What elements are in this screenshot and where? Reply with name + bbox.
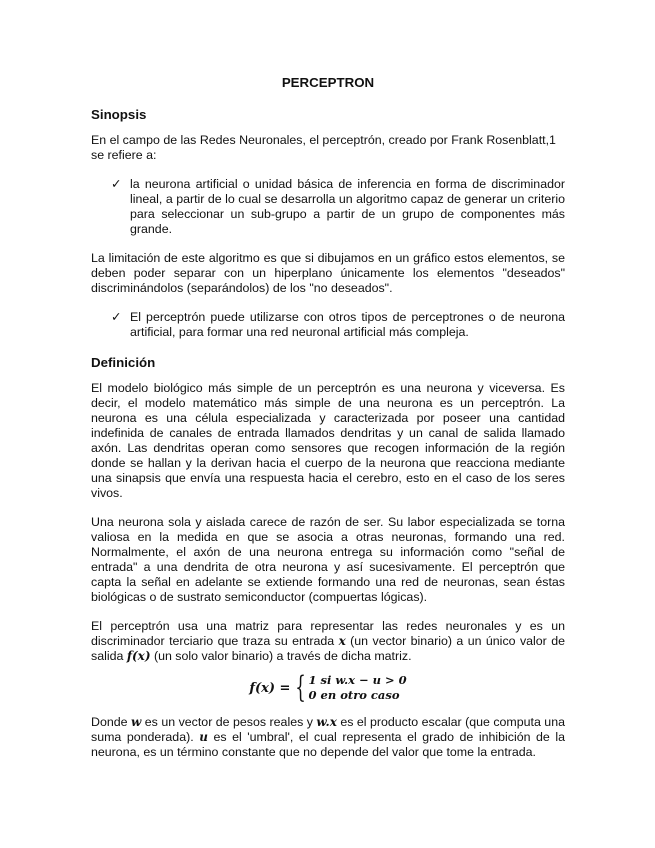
math-w: w (130, 715, 142, 729)
check-icon: ✓ (111, 177, 122, 191)
text-run: es el 'umbral', el cual representa el grado de inhibición de la neurona, es un término constante que no depende del valor que tome la entrada. (91, 730, 565, 759)
formula-brace: { (295, 670, 307, 705)
section-heading-definicion: Definición (91, 355, 156, 370)
text-run: Donde (91, 715, 131, 729)
perceptron-formula (91, 672, 565, 704)
formula-cases (309, 673, 407, 703)
math-fx: f(x) (126, 649, 151, 663)
math-wx: w.x (316, 715, 337, 729)
list-item (91, 177, 565, 237)
definition-paragraph-1: El modelo biológico más simple de un perceptrón es una neurona y viceversa. Es decir, el modelo matemático más simple de una neurona es un perceptrón. La neurona es una célula especializada y caracterizada por poseer una cantidad indefinida de canales de entrada llamados dendritas y un canal de salida llamado axón. Las dendritas operan como sensores que recogen información de la región donde se hallan y la derivan hacia el cuerpo de la neurona que reacciona mediante una sinapsis que envía una respuesta hacia el cerebro, esto en el caso de los seres vivos. (91, 381, 565, 500)
section-heading-sinopsis: Sinopsis (91, 107, 147, 122)
text-run: (un solo valor binario) a través de dicha matriz. (150, 649, 412, 663)
definition-paragraph-2: Una neurona sola y aislada carece de razón de ser. Su labor especializada se torna valiosa en la medida en que se asocia a otras neuronas, formando una red. Normalmente, el axón de una neurona entrega su información como "señal de entrada" a una dendrita de otra neurona y así sucesivamente. El perceptrón que capta la señal en adelante se extiende formando una red de neuronas, sean éstas biológicas o de sustrato semiconductor (compuertas lógicas). (91, 515, 565, 604)
text-run: es el producto escalar (que computa una suma ponderada). (91, 715, 565, 744)
text-run: El perceptrón usa una matriz para representar las redes neuronales y es un discriminador terciario que traza su entrada (91, 619, 565, 648)
bullet-text: El perceptrón puede utilizarse con otros tipos de perceptrones o de neurona artificial, para formar una red neuronal artificial más compleja. (130, 310, 565, 339)
math-u: u (199, 730, 208, 744)
text-run: (un vector binario) a un único valor de salida (91, 634, 565, 663)
math-x: x (338, 634, 346, 648)
sinopsis-intro: En el campo de las Redes Neuronales, el perceptrón, creado por Frank Rosenblatt,1 se refiere a: (91, 133, 556, 162)
formula-case-1: 1 si w.x − u > 0 (308, 673, 407, 687)
document-title: PERCEPTRON (281, 75, 375, 90)
limitation-paragraph: La limitación de este algoritmo es que si dibujamos en un gráfico estos elementos, se deben poder separar con un hiperplano únicamente los elementos "deseados" discriminándolos (separándolos) de los "no deseados". (91, 251, 565, 295)
definition-paragraph-4 (91, 715, 565, 760)
text-run: es un vector de pesos reales y (141, 715, 317, 729)
definition-paragraph-3 (91, 619, 565, 664)
list-item (91, 310, 565, 340)
formula-case-2: 0 en otro caso (308, 688, 400, 702)
check-icon: ✓ (111, 310, 122, 324)
formula-lhs: f(x) = (249, 680, 291, 696)
bullet-text: la neurona artificial o unidad básica de inferencia en forma de discriminador lineal, a partir de lo cual se desarrolla un algoritmo capaz de generar un criterio para seleccionar un sub-grupo a partir de un grupo de componentes más grande. (130, 177, 565, 236)
